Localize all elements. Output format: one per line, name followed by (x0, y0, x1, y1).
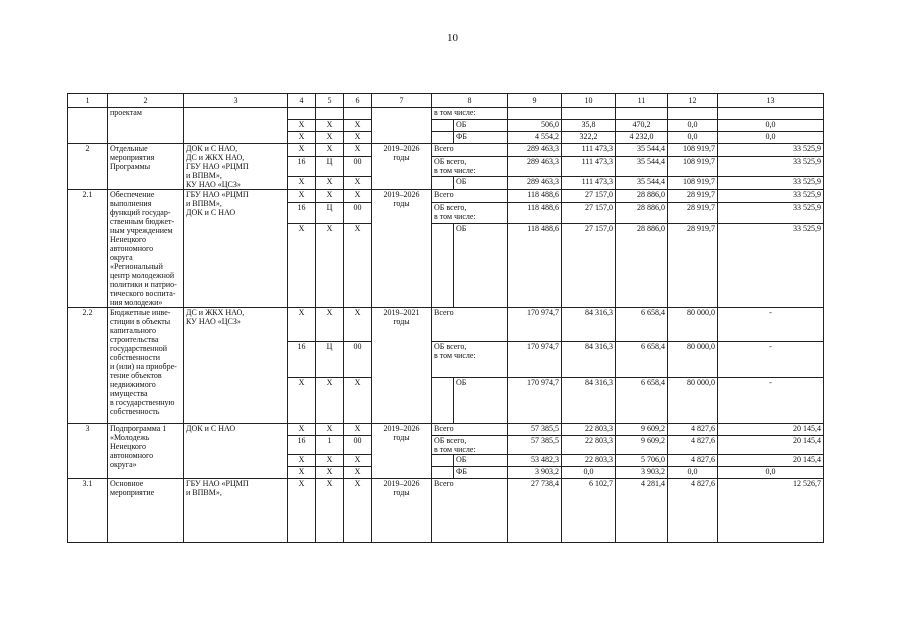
code-cell: Х (316, 120, 344, 132)
item-name: Отдельные мероприятия Программы (108, 144, 184, 190)
code-cell: Х (344, 120, 372, 132)
code-cell: 00 (344, 156, 372, 176)
col-header: 1 (68, 94, 108, 108)
period: 2019–2021 годы (372, 308, 432, 424)
code-cell: Ц (316, 156, 344, 176)
value-cell: 9 609,2 (616, 424, 668, 436)
code-cell: Х (344, 224, 372, 308)
value-cell: 111 473,3 (562, 177, 616, 190)
value-cell: 0,0 (668, 132, 718, 144)
value-cell: 28 919,7 (668, 190, 718, 203)
code-cell: Х (288, 455, 316, 467)
value-cell: 22 803,3 (562, 455, 616, 467)
value-cell: 0,0 (668, 467, 718, 479)
value-cell: 118 488,6 (508, 203, 562, 224)
value-cell: 6 102,7 (562, 479, 616, 543)
value-cell: 35 544,4 (616, 177, 668, 190)
value-cell: - (718, 342, 824, 378)
code-cell: Х (344, 308, 372, 342)
value-cell: 6 658,4 (616, 308, 668, 342)
code-cell: 00 (344, 203, 372, 224)
executor: ДОК и С НАО (184, 424, 288, 479)
value-cell: 28 919,7 (668, 203, 718, 224)
value-cell: 5 706,0 (616, 455, 668, 467)
source-label: ОБ (454, 224, 508, 308)
code-cell: Х (316, 424, 344, 436)
item-number: 3 (68, 424, 108, 479)
code-cell: Х (288, 378, 316, 424)
source-label: ОБ всего, в том числе: (432, 156, 508, 176)
source-label: ОБ всего, в том числе: (432, 436, 508, 455)
source-label: ОБ (454, 177, 508, 190)
value-cell: 12 526,7 (718, 479, 824, 543)
source-label: ОБ (454, 455, 508, 467)
value-cell: 108 919,7 (668, 156, 718, 176)
value-cell: 4 232,0 (616, 132, 668, 144)
col-header: 8 (432, 94, 508, 108)
item-name: проектам (108, 108, 184, 144)
source-label: ФБ (454, 132, 508, 144)
item-name: Бюджетные инве- стиции в объекты капитального строительства государственной собственности и (или) на приобре- тение объектов недвижимого имущества в государственную собственность (108, 308, 184, 424)
value-cell: 289 463,3 (508, 177, 562, 190)
code-cell: Х (288, 144, 316, 157)
col-header: 9 (508, 94, 562, 108)
source-label: Всего (432, 424, 508, 436)
table-row (68, 308, 824, 342)
code-cell: Ц (316, 342, 344, 378)
value-cell: - (718, 378, 824, 424)
value-cell: 35 544,4 (616, 156, 668, 176)
col-header: 3 (184, 94, 288, 108)
value-cell: 33 525,9 (718, 190, 824, 203)
value-cell: 289 463,3 (508, 144, 562, 157)
value-cell: - (718, 308, 824, 342)
value-cell: 20 145,4 (718, 424, 824, 436)
value-cell: 84 316,3 (562, 308, 616, 342)
code-cell: Х (288, 177, 316, 190)
col-header: 13 (718, 94, 824, 108)
code-cell: 00 (344, 436, 372, 455)
code-cell: Х (288, 479, 316, 543)
code-cell: 16 (288, 342, 316, 378)
item-number: 2 (68, 144, 108, 190)
executor: ГБУ НАО «РЦМП и ВПВМ», ДОК и С НАО (184, 190, 288, 308)
source-label: ОБ всего, в том числе: (432, 342, 508, 378)
code-cell: 00 (344, 342, 372, 378)
value-cell: 170 974,7 (508, 308, 562, 342)
source-label: ОБ (454, 378, 508, 424)
value-cell: 80 000,0 (668, 378, 718, 424)
code-cell: Х (316, 308, 344, 342)
value-cell: 80 000,0 (668, 308, 718, 342)
value-cell: 35 544,4 (616, 144, 668, 157)
executor: ДОК и С НАО, ДС и ЖКХ НАО, ГБУ НАО «РЦМП и ВПВМ», КУ НАО «ЦСЗ» (184, 144, 288, 190)
value-cell: 53 482,3 (508, 455, 562, 467)
column-number-row (68, 94, 824, 108)
value-cell: 27 157,0 (562, 190, 616, 203)
value-cell: 108 919,7 (668, 144, 718, 157)
value-cell: 35,8 (562, 120, 616, 132)
value-cell: 470,2 (616, 120, 668, 132)
value-cell: 0,0 (718, 467, 824, 479)
item-number: 2.2 (68, 308, 108, 424)
value-cell: 4 281,4 (616, 479, 668, 543)
value-cell: 111 473,3 (562, 156, 616, 176)
value-cell: 33 525,9 (718, 224, 824, 308)
value-cell: 33 525,9 (718, 156, 824, 176)
value-cell: 118 488,6 (508, 224, 562, 308)
period: 2019–2026 годы (372, 479, 432, 543)
code-cell: Х (344, 479, 372, 543)
col-header: 10 (562, 94, 616, 108)
value-cell: 80 000,0 (668, 342, 718, 378)
value-cell: 4 827,6 (668, 436, 718, 455)
table-row (68, 424, 824, 436)
code-cell: Х (288, 224, 316, 308)
value-cell: 57 385,5 (508, 436, 562, 455)
value-cell: 170 974,7 (508, 342, 562, 378)
code-cell: 16 (288, 436, 316, 455)
executor: ДС и ЖКХ НАО, КУ НАО «ЦСЗ» (184, 308, 288, 424)
program-finance-table (67, 93, 824, 543)
code-cell: 16 (288, 156, 316, 176)
code-cell: Х (344, 455, 372, 467)
code-cell: Х (316, 190, 344, 203)
value-cell: 27 157,0 (562, 203, 616, 224)
source-label: ФБ (454, 467, 508, 479)
period: 2019–2026 годы (372, 424, 432, 479)
code-cell: Х (316, 132, 344, 144)
col-header: 2 (108, 94, 184, 108)
code-cell: Х (316, 479, 344, 543)
code-cell: Х (344, 467, 372, 479)
value-cell: 27 157,0 (562, 224, 616, 308)
value-cell: 322,2 (562, 132, 616, 144)
value-cell: 84 316,3 (562, 378, 616, 424)
value-cell: 57 385,5 (508, 424, 562, 436)
code-cell: Х (288, 308, 316, 342)
value-cell: 0,0 (562, 467, 616, 479)
value-cell: 170 974,7 (508, 378, 562, 424)
value-cell: 4 554,2 (508, 132, 562, 144)
code-cell: Х (316, 144, 344, 157)
value-cell: 9 609,2 (616, 436, 668, 455)
table-row (68, 190, 824, 203)
item-name: Обеспечение выполнения функций государ- ственным бюджет- ным учреждением Ненецкого автономного округа «Региональный центр молодежной политики и патрио- тического воспита- ния молодежи» (108, 190, 184, 308)
value-cell: 118 488,6 (508, 190, 562, 203)
col-header: 6 (344, 94, 372, 108)
col-header: 5 (316, 94, 344, 108)
code-cell: 16 (288, 203, 316, 224)
col-header: 12 (668, 94, 718, 108)
code-cell: Х (288, 467, 316, 479)
source-label: Всего (432, 144, 508, 157)
source-label: Всего (432, 479, 508, 543)
value-cell: 506,0 (508, 120, 562, 132)
source-label: Всего (432, 308, 508, 342)
value-cell: 6 658,4 (616, 342, 668, 378)
col-header: 11 (616, 94, 668, 108)
code-cell: Х (288, 120, 316, 132)
value-cell: 3 903,2 (616, 467, 668, 479)
value-cell: 33 525,9 (718, 177, 824, 190)
value-cell: 289 463,3 (508, 156, 562, 176)
value-cell: 33 525,9 (718, 203, 824, 224)
page-number: 10 (447, 32, 458, 44)
value-cell: 28 919,7 (668, 224, 718, 308)
code-cell: Х (288, 424, 316, 436)
item-name: Подпрограмма 1 «Молодежь Ненецкого автономного округа» (108, 424, 184, 479)
value-cell: 108 919,7 (668, 177, 718, 190)
code-cell: Х (316, 177, 344, 190)
value-cell: 0,0 (718, 132, 824, 144)
code-cell: Х (344, 190, 372, 203)
value-cell: 22 803,3 (562, 436, 616, 455)
value-cell: 20 145,4 (718, 436, 824, 455)
code-cell: Х (316, 467, 344, 479)
value-cell: 4 827,6 (668, 424, 718, 436)
value-cell: 6 658,4 (616, 378, 668, 424)
period: 2019–2026 годы (372, 190, 432, 308)
value-cell: 28 886,0 (616, 224, 668, 308)
col-header: 7 (372, 94, 432, 108)
source-label: в том числе: (432, 108, 508, 120)
value-cell: 0,0 (668, 120, 718, 132)
code-cell: Х (316, 224, 344, 308)
executor: ГБУ НАО «РЦМП и ВПВМ», (184, 479, 288, 543)
item-number: 3.1 (68, 479, 108, 543)
value-cell: 22 803,3 (562, 424, 616, 436)
source-label: Всего (432, 190, 508, 203)
table-row (68, 144, 824, 157)
code-cell: Х (344, 144, 372, 157)
value-cell: 4 827,6 (668, 455, 718, 467)
code-cell: Х (344, 132, 372, 144)
source-label: ОБ всего, в том числе: (432, 203, 508, 224)
value-cell: 27 738,4 (508, 479, 562, 543)
code-cell: Х (316, 455, 344, 467)
value-cell: 4 827,6 (668, 479, 718, 543)
source-label: ОБ (454, 120, 508, 132)
code-cell: Х (288, 190, 316, 203)
table-row (68, 108, 824, 120)
period: 2019–2026 годы (372, 144, 432, 190)
code-cell: Х (344, 177, 372, 190)
value-cell: 84 316,3 (562, 342, 616, 378)
col-header: 4 (288, 94, 316, 108)
code-cell: 1 (316, 436, 344, 455)
value-cell: 33 525,9 (718, 144, 824, 157)
code-cell: Ц (316, 203, 344, 224)
value-cell: 20 145,4 (718, 455, 824, 467)
item-name: Основное мероприятие (108, 479, 184, 543)
value-cell: 0,0 (718, 120, 824, 132)
item-number: 2.1 (68, 190, 108, 308)
value-cell: 28 886,0 (616, 203, 668, 224)
value-cell: 3 903,2 (508, 467, 562, 479)
code-cell: Х (344, 424, 372, 436)
code-cell: Х (344, 378, 372, 424)
value-cell: 28 886,0 (616, 190, 668, 203)
table-row (68, 479, 824, 543)
value-cell: 111 473,3 (562, 144, 616, 157)
code-cell: Х (288, 132, 316, 144)
code-cell: Х (316, 378, 344, 424)
